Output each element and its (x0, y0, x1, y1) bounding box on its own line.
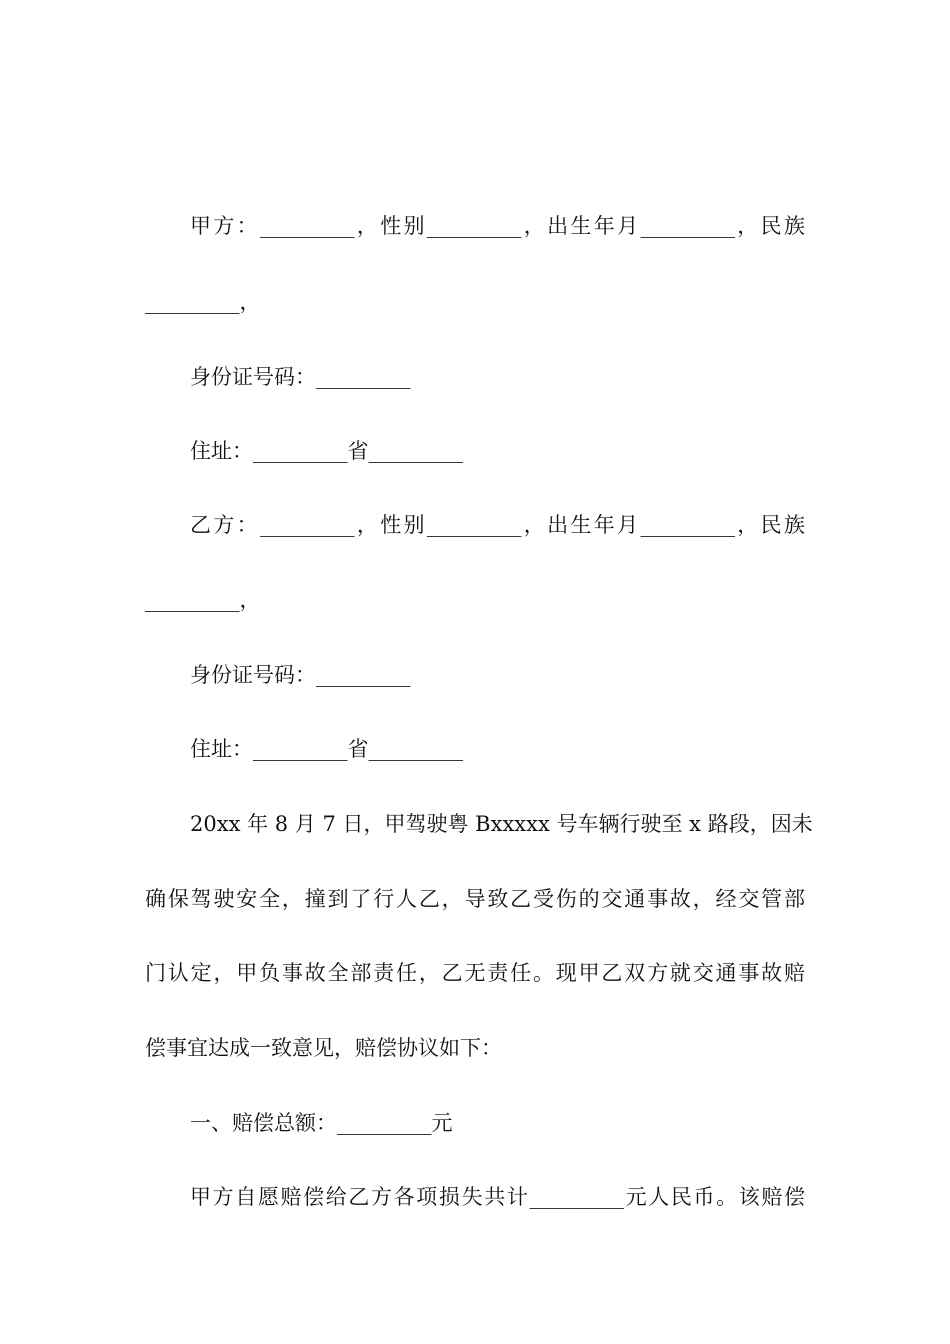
party-a-ethnicity-line: _________， (145, 290, 261, 314)
accident-paragraph-line-4: 偿事宜达成一致意见，赔偿协议如下： (145, 1036, 502, 1060)
section-heading-compensation-total: 一、赔偿总额：_________元 (190, 1111, 453, 1135)
party-a-info-line: 甲方：_________，性别_________，出生年月_________，民族 (190, 214, 805, 238)
compensation-paragraph-line-1: 甲方自愿赔偿给乙方各项损失共计_________元人民币。该赔偿 (190, 1185, 805, 1209)
accident-paragraph-line-2: 确保驾驶安全，撞到了行人乙，导致乙受伤的交通事故，经交管部 (145, 887, 805, 911)
party-a-address: 住址：_________省_________ (190, 439, 463, 463)
accident-paragraph-line-3: 门认定，甲负事故全部责任，乙无责任。现甲乙双方就交通事故赔 (145, 961, 805, 985)
party-b-id-number: 身份证号码：_________ (190, 663, 411, 687)
party-b-info-line: 乙方：_________，性别_________，出生年月_________，民族 (190, 513, 805, 537)
party-a-id-number: 身份证号码：_________ (190, 365, 411, 389)
party-b-address: 住址：_________省_________ (190, 737, 463, 761)
accident-paragraph-line-1: 20xx 年 8 月 7 日，甲驾驶粤 Bxxxxx 号车辆行驶至 x 路段，因未 (190, 812, 813, 836)
party-b-ethnicity-line: _________， (145, 588, 261, 612)
